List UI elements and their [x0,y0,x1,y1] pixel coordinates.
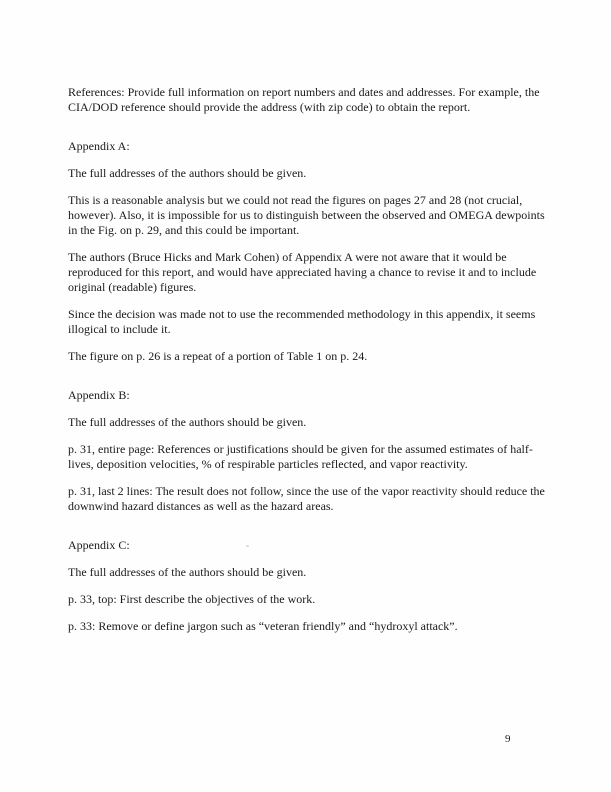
paragraph-p33-jargon: p. 33: Remove or define jargon such as “veteran friendly” and “hydroxyl attack”. [68,619,458,633]
page-number: 9 [505,733,511,745]
paragraph-decision: Since the decision was made not to use the recommended methodology in this appendix, it seems illogical to include it. [68,307,536,336]
paragraph-addresses-a: The full addresses of the authors should be given. [68,166,307,180]
document-body [68,85,548,646]
paragraph-references: References: Provide full information on report numbers and dates and addresses. For example, the CIA/DOD reference should provide the address (with zip code) to obtain the report. [68,85,540,114]
paragraph-analysis: This is a reasonable analysis but we could not read the figures on pages 27 and 28 (not crucial, however). Also, it is impossible for us to distinguish between the observed and OMEGA dewpoints in the Fig. on p. 29, and this could be important. [68,193,545,237]
paragraph-addresses-c: The full addresses of the authors should be given. [68,565,307,579]
paragraph-p33-top: p. 33, top: First describe the objectives of the work. [68,592,316,606]
heading-appendix-c: Appendix C: [68,538,130,552]
heading-appendix-a: Appendix A: [68,139,130,153]
paragraph-p31-entire-page: p. 31, entire page: References or justifications should be given for the assumed estimates of half-lives, deposition velocities, % of respirable particles reflected, and vapor reactivity. [68,442,533,471]
heading-appendix-b: Appendix B: [68,388,130,402]
scan-artifact [246,545,249,547]
paragraph-p31-last-2-lines: p. 31, last 2 lines: The result does not follow, since the use of the vapor reactivity should reduce the downwind hazard distances as well as the hazard areas. [68,484,545,513]
paragraph-figure-p26: The figure on p. 26 is a repeat of a portion of Table 1 on p. 24. [68,349,368,363]
paragraph-authors: The authors (Bruce Hicks and Mark Cohen) of Appendix A were not aware that it would be reproduced for this report, and would have appreciated having a chance to revise it and to include original (readable) figures. [68,250,537,294]
paragraph-addresses-b: The full addresses of the authors should be given. [68,415,307,429]
